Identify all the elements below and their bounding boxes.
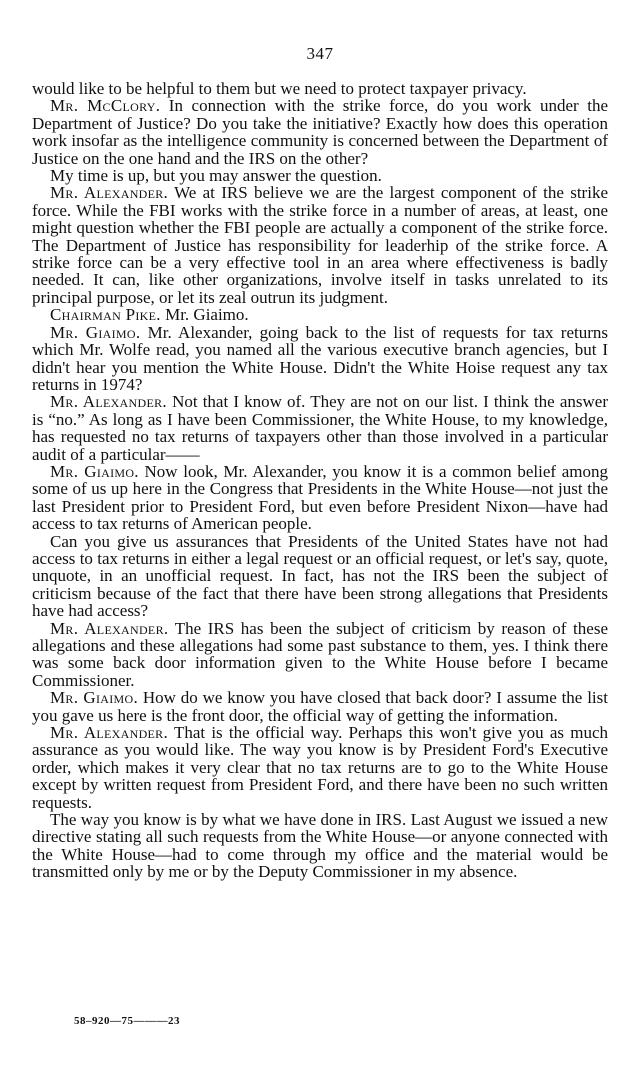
paragraph-text: We at IRS believe we are the largest component of the strike force. While the FBI works with the strike force in a number of areas, at least, one might question whether the FBI people are actually a component of the strike force. The Department of Justice has responsibility for leaderhip of the strike force. A strike force can be a very effective tool in an area where effectiveness is badly needed. It can, like other organizations, involve itself in tasks unrelated to its principal purpose, or let its zeal outrun its judgment. bbox=[32, 183, 608, 307]
paragraph bbox=[32, 306, 608, 323]
paragraph-text: The IRS has been the subject of criticism by reason of these allegations and these allegations had some past substance to them, yes. I think there was some back door information given to the White House before I became Commissioner. bbox=[32, 618, 608, 690]
paragraph bbox=[32, 463, 608, 533]
speaker-name: Mr. Alexander. bbox=[50, 183, 169, 203]
paragraph bbox=[32, 811, 608, 881]
paragraph bbox=[32, 97, 608, 167]
paragraph bbox=[32, 689, 608, 724]
paragraph bbox=[32, 724, 608, 811]
paragraph-text: How do we know you have closed that back door? I assume the list you gave us here is the front door, the official way of getting the information. bbox=[32, 688, 608, 725]
speaker-name: Mr. Giaimo. bbox=[50, 461, 139, 481]
paragraph-text: Mr. Alexander, going back to the list of requests for tax returns which Mr. Wolfe read, you named all the various executive branch agencies, but I didn't hear you mention the White House. Didn't the White Hoise request any tax returns in 1974? bbox=[32, 322, 608, 394]
paragraph bbox=[32, 393, 608, 463]
paragraph-text: In connection with the strike force, do you work under the Department of Justice? Do you take the initiative? Exactly how does this operation work insofar as the intelligence community is concerned between the Department of Justice on the one hand and the IRS on the other? bbox=[32, 96, 608, 168]
paragraph-text: Mr. Giaimo. bbox=[160, 305, 249, 325]
paragraph bbox=[32, 167, 608, 184]
speaker-name: Mr. Giaimo. bbox=[50, 688, 139, 708]
paragraph-text: The way you know is by what we have done in IRS. Last August we issued a new directive stating all such requests from the White House—or anyone connected with the White House—had to come through my office and the material would be transmitted only by me or by the Deputy Commissioner in my absence. bbox=[32, 810, 608, 882]
speaker-name: Mr. McClory. bbox=[50, 96, 161, 116]
paragraph-text: My time is up, but you may answer the question. bbox=[50, 166, 382, 186]
paragraph bbox=[32, 80, 608, 97]
body-text bbox=[32, 80, 608, 881]
paragraph bbox=[32, 620, 608, 690]
paragraph bbox=[32, 533, 608, 620]
speaker-name: Mr. Alexander. bbox=[50, 723, 169, 743]
speaker-name: Chairman Pike. bbox=[50, 305, 161, 325]
paragraph-text: would like to be helpful to them but we need to protect taxpayer privacy. bbox=[32, 79, 527, 98]
speaker-name: Mr. Giaimo. bbox=[50, 322, 141, 342]
paragraph-text: Can you give us assurances that Presidents of the United States have not had access to tax returns in either a legal request or an official request, or let's say, quote, unquote, in an unofficial request. In fact, has not the IRS been the subject of criticism because of the fact that there have been strong allegations that Presidents have had access? bbox=[32, 531, 608, 621]
speaker-name: Mr. Alexander. bbox=[50, 618, 169, 638]
speaker-name: Mr. Alexander. bbox=[50, 392, 167, 412]
paragraph-text: That is the official way. Perhaps this won't give you as much assurance as you would like. The way you know is by President Ford's Executive order, which makes it very clear that no tax returns are to go to the White House except by written request from President Ford, and there have been no such written requests. bbox=[32, 723, 608, 812]
print-job-number: 58–920—75———23 bbox=[74, 1015, 180, 1027]
page-number: 347 bbox=[306, 44, 334, 63]
paragraph bbox=[32, 184, 608, 306]
paragraph bbox=[32, 324, 608, 394]
paragraph-text: Not that I know of. They are not on our list. I think the answer is “no.” As long as I have been Commissioner, the White House, to my knowledge, has requested no tax returns of taxpayers other than those involved in a particular audit of a particular—— bbox=[32, 392, 608, 464]
paragraph-text: Now look, Mr. Alexander, you know it is a common belief among some of us up here in the Congress that Presidents in the White House—not just the last President prior to President Ford, but even before President Nixon—have had access to tax returns of American people. bbox=[32, 461, 608, 534]
